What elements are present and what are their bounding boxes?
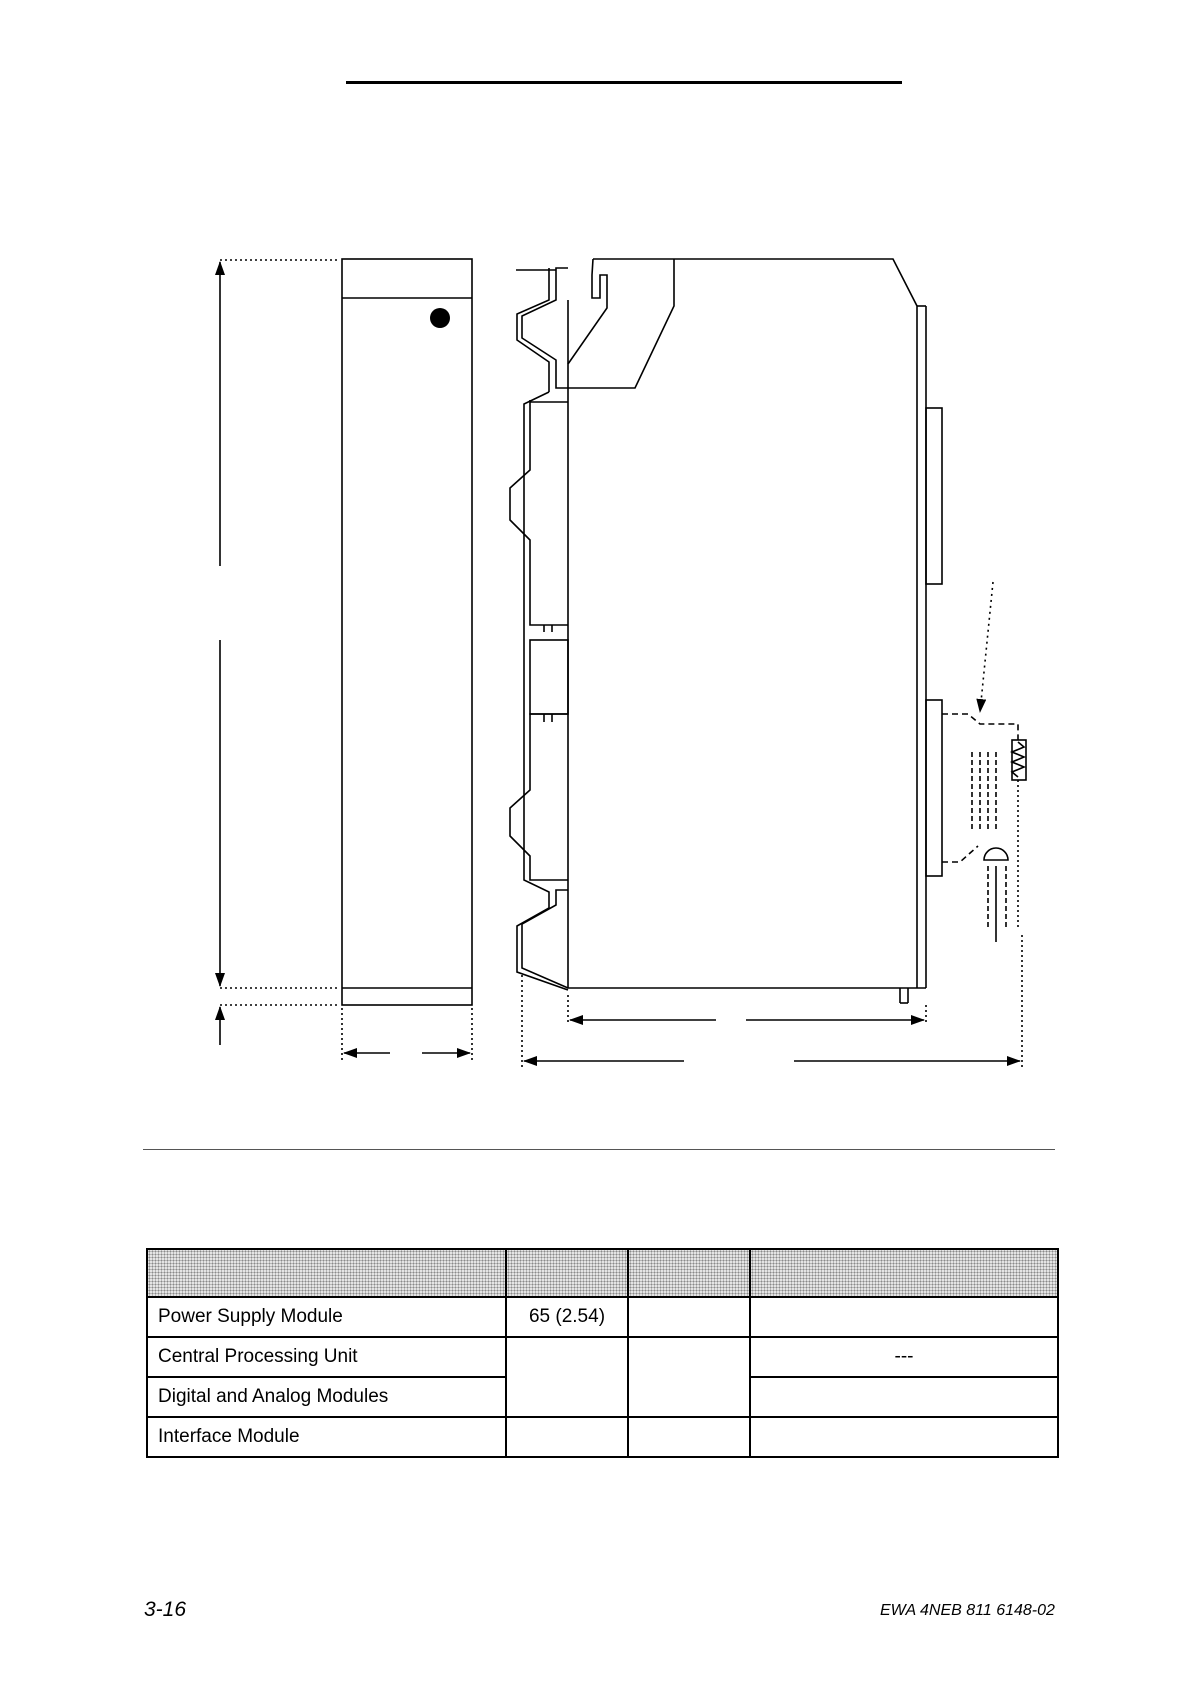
section-divider	[143, 1149, 1055, 1150]
dimension-value: ---	[750, 1337, 1058, 1377]
dimension-value	[750, 1297, 1058, 1337]
module-name: Central Processing Unit	[147, 1337, 506, 1377]
table-header-cell	[147, 1249, 506, 1297]
table-header-cell	[628, 1249, 750, 1297]
dimension-value	[628, 1337, 750, 1417]
dimension-value: 65 (2.54)	[506, 1297, 628, 1337]
dimensions-table	[146, 1248, 1059, 1458]
dimension-value	[750, 1377, 1058, 1417]
depth-dimension	[522, 935, 1022, 1068]
front-view	[342, 259, 472, 1005]
dimension-value	[750, 1417, 1058, 1457]
dimension-value	[628, 1297, 750, 1337]
status-led-icon	[430, 308, 450, 328]
page-number: 3-16	[144, 1598, 187, 1621]
side-view	[510, 259, 942, 1003]
front-width-dimension	[342, 1008, 472, 1060]
wiring-detail	[942, 582, 1026, 942]
dimension-value	[506, 1417, 628, 1457]
table-row	[147, 1417, 1058, 1457]
module-name: Interface Module	[147, 1417, 506, 1457]
dimension-value	[506, 1337, 628, 1417]
table-row	[147, 1297, 1058, 1337]
table-row	[147, 1337, 1058, 1377]
module-name: Power Supply Module	[147, 1297, 506, 1337]
module-name: Digital and Analog Modules	[147, 1377, 506, 1417]
document-id: EWA 4NEB 811 6148-02	[880, 1602, 1055, 1619]
dimension-value	[628, 1417, 750, 1457]
height-dimension	[220, 260, 338, 1045]
table-header-cell	[750, 1249, 1058, 1297]
table-header-row	[147, 1249, 1058, 1297]
table-header-cell	[506, 1249, 628, 1297]
